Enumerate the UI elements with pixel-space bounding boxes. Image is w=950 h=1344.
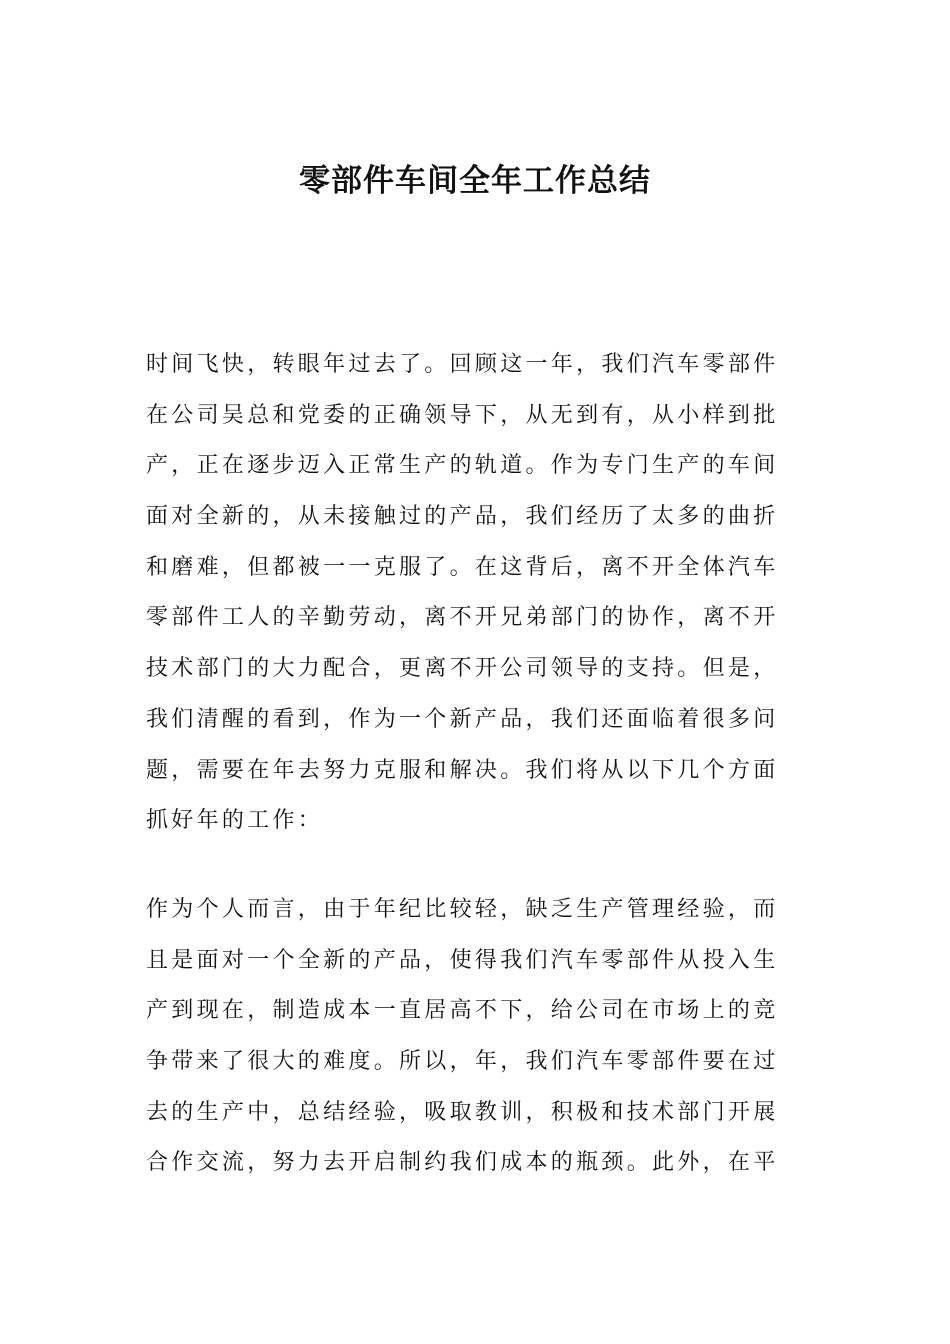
paragraph-line: 在公司吴总和党委的正确领导下，从无到有，从小样到批	[146, 402, 779, 428]
paragraph-line: 且是面对一个全新的产品，使得我们汽车零部件从投入生	[146, 947, 779, 973]
paragraph-1	[146, 340, 806, 847]
paragraph-line: 去的生产中，总结经验，吸取教训，积极和技术部门开展	[146, 1099, 779, 1125]
paragraph-line: 抓好年的工作：	[146, 808, 324, 834]
paragraph-line: 争带来了很大的难度。所以，年，我们汽车零部件要在过	[146, 1049, 779, 1075]
paragraph-line: 合作交流，努力去开启制约我们成本的瓶颈。此外，在平	[146, 1150, 779, 1176]
paragraph-line: 题，需要在年去努力克服和解决。我们将从以下几个方面	[146, 757, 779, 783]
paragraph-line: 和磨难，但都被一一克服了。在这背后，离不开全体汽车	[146, 554, 779, 580]
paragraph-2	[146, 885, 806, 1189]
document-title: 零部件车间全年工作总结	[299, 163, 651, 199]
paragraph-line: 面对全新的，从未接触过的产品，我们经历了太多的曲折	[146, 504, 779, 530]
paragraph-line: 时间飞快，转眼年过去了。回顾这一年，我们汽车零部件	[146, 352, 779, 377]
paragraph-line: 我们清醒的看到，作为一个新产品，我们还面临着很多问	[146, 706, 779, 732]
paragraph-line: 作为个人而言，由于年纪比较轻，缺乏生产管理经验，而	[146, 897, 779, 922]
paragraph-line: 产到现在，制造成本一直居高不下，给公司在市场上的竞	[146, 998, 779, 1024]
paragraph-line: 产，正在逐步迈入正常生产的轨道。作为专门生产的车间	[146, 453, 779, 479]
paragraph-line: 技术部门的大力配合，更离不开公司领导的支持。但是，	[146, 656, 779, 682]
paragraph-line: 零部件工人的辛勤劳动，离不开兄弟部门的协作，离不开	[146, 605, 779, 631]
